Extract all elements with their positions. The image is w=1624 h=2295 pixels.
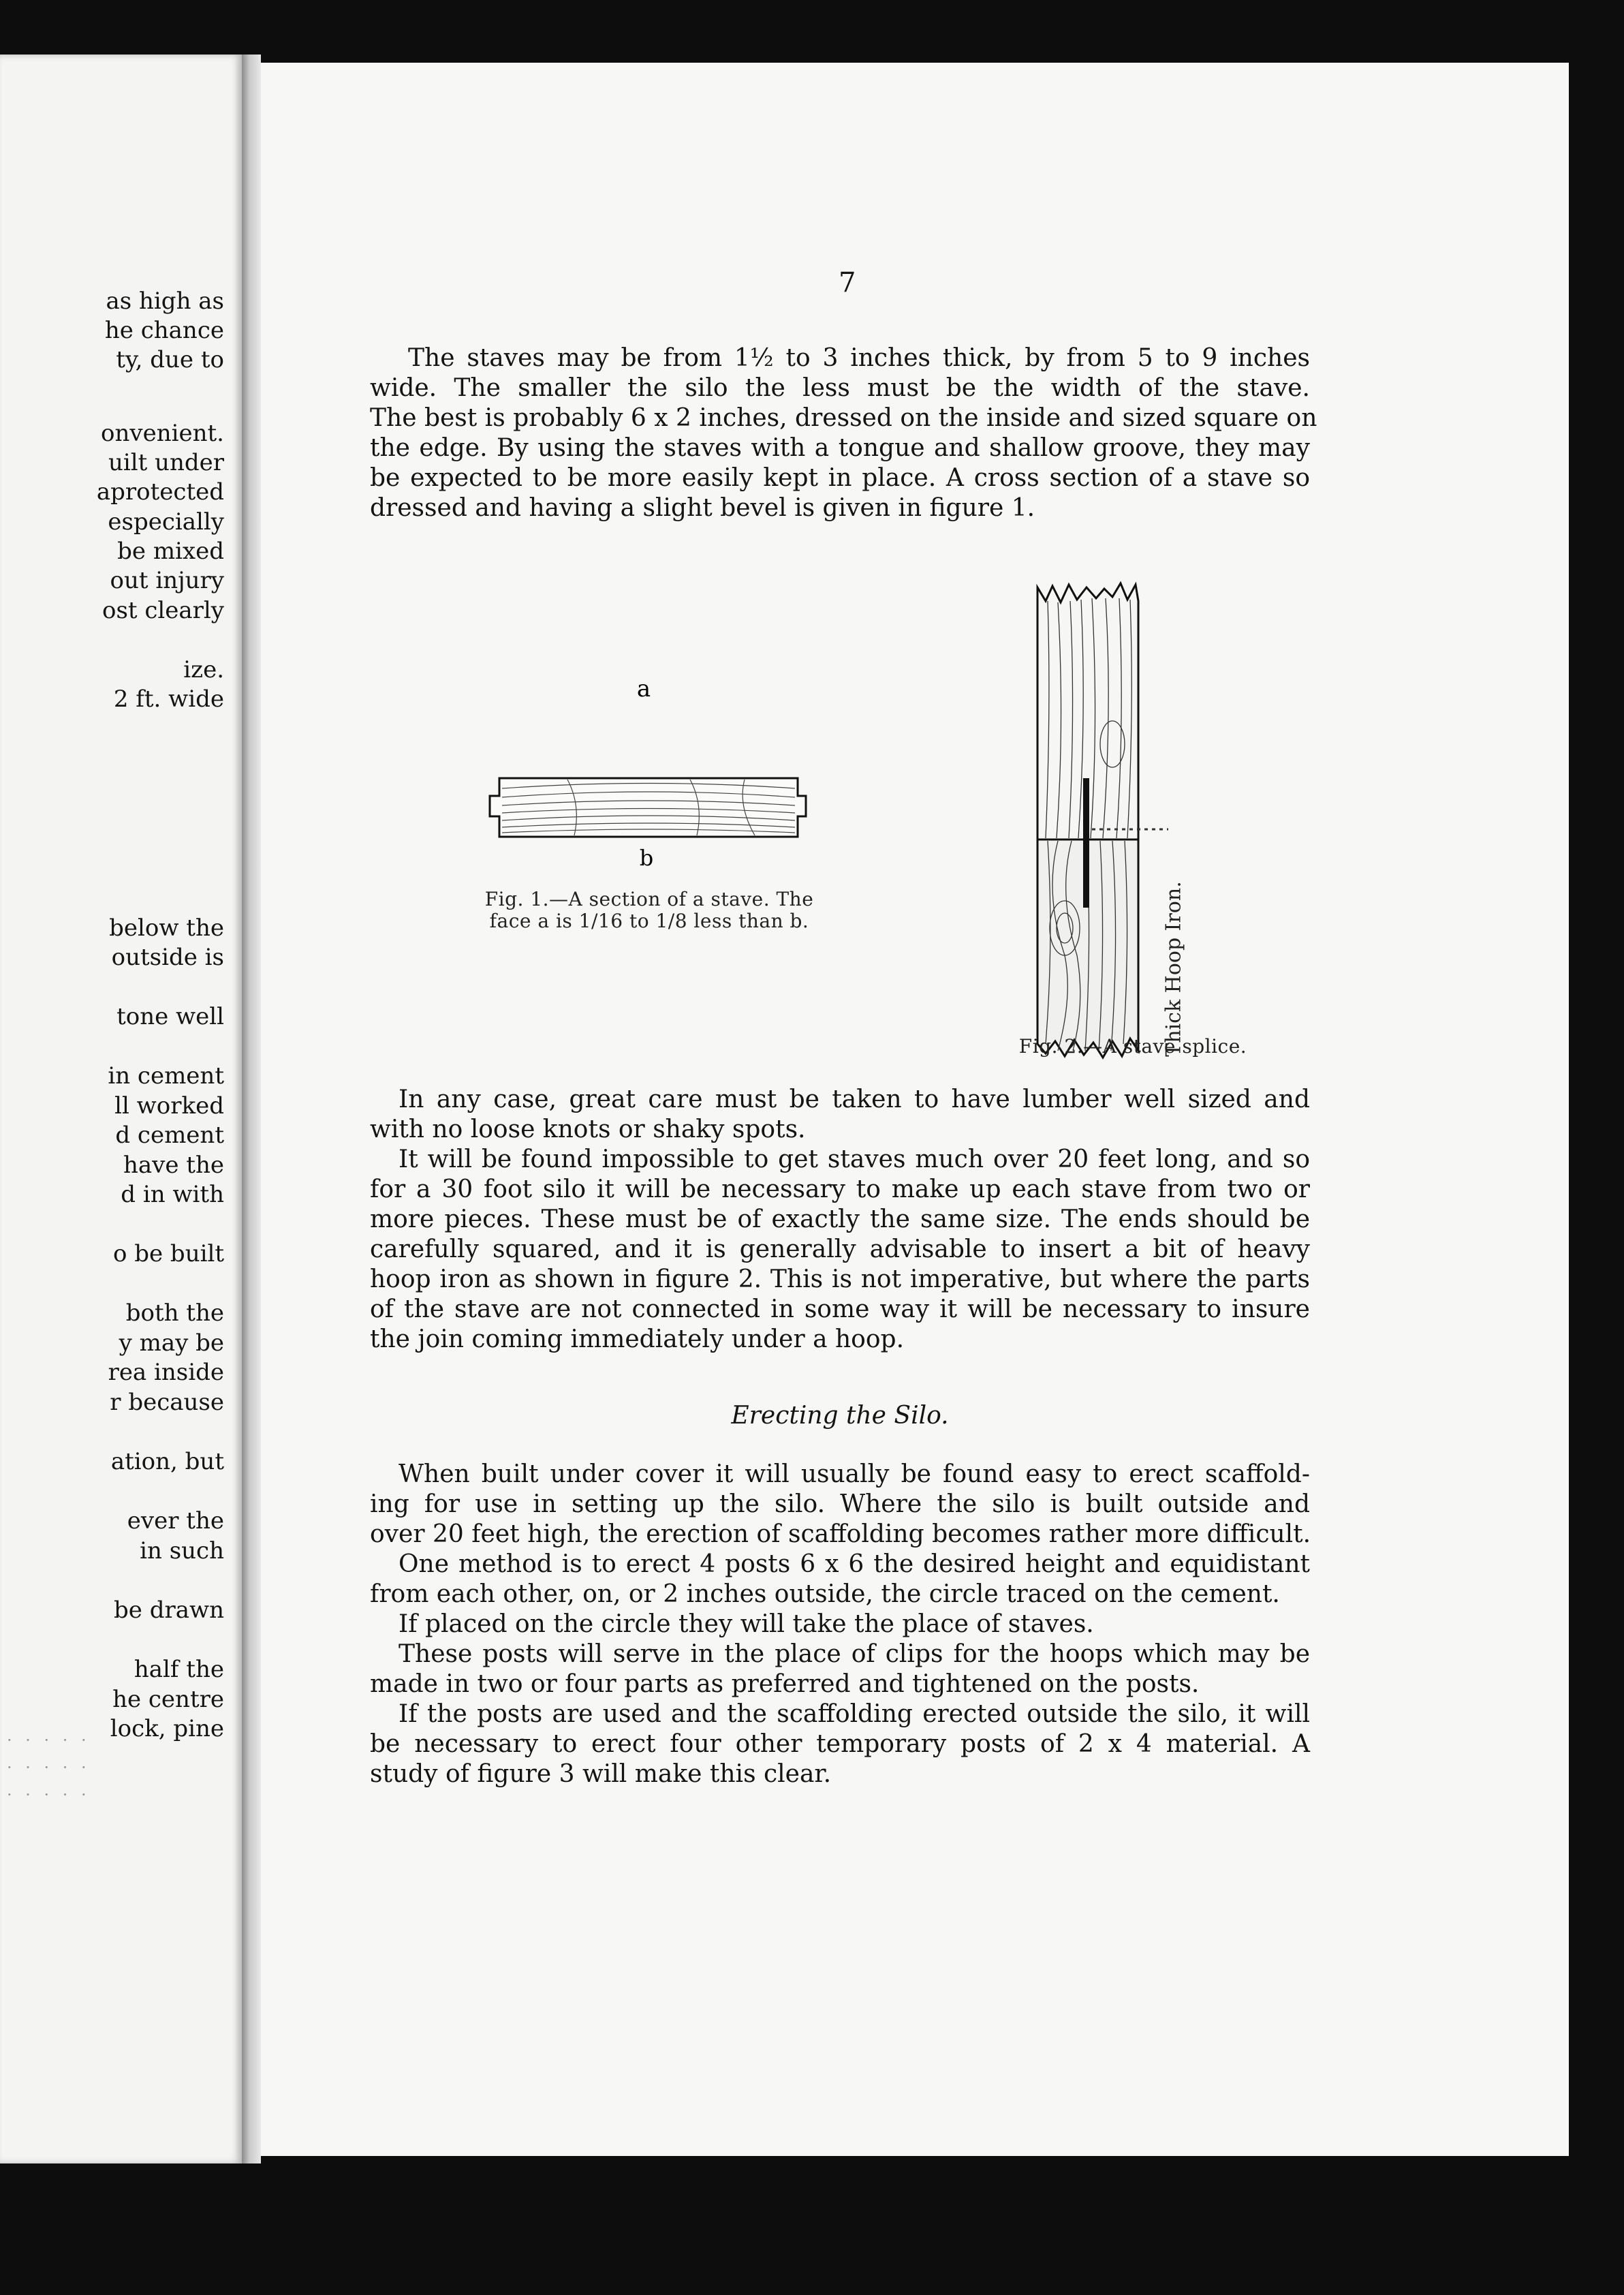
text-line: In any case, great care must be taken to have lumber well sized and — [399, 1085, 1310, 1113]
document-page — [261, 63, 1569, 2156]
label-a: a — [636, 676, 651, 703]
previous-page-edge — [0, 55, 242, 2163]
text-line: with no loose knots or shaky spots. — [370, 1115, 806, 1143]
left-page-line: d cement — [115, 1122, 224, 1149]
left-page-line: in cement — [108, 1062, 224, 1090]
text-line: These posts will serve in the place of clips for the hoops which may be — [399, 1640, 1310, 1668]
text-line: from each other, on, or 2 inches outside, the circle traced on the cement. — [370, 1580, 1280, 1608]
book-spine — [242, 55, 261, 2163]
paragraph-lumber — [370, 1085, 1310, 1145]
paragraph-posts — [370, 1550, 1310, 1609]
text-line: study of figure 3 will make this clear. — [370, 1760, 832, 1788]
text-line: be expected to be more easily kept in place. A cross section of a stave so — [370, 464, 1310, 492]
text-line: The staves may be from 1½ to 3 inches thick, by from 5 to 9 inches — [408, 344, 1310, 372]
left-page-line: as high as — [106, 288, 224, 315]
text-line: the join coming immediately under a hoop. — [370, 1325, 905, 1353]
text-line: If the posts are used and the scaffolding erected outside the silo, it will — [399, 1700, 1310, 1728]
faint-dots: · · · · · — [7, 1758, 91, 1777]
left-page-line: d in with — [121, 1181, 224, 1208]
faint-dots: · · · · · — [7, 1731, 91, 1750]
left-page-line: in such — [140, 1537, 224, 1565]
left-page-line: o be built — [112, 1240, 224, 1267]
left-page-line: out injury — [110, 567, 224, 594]
left-page-line: 2 ft. wide — [113, 686, 224, 713]
stave-outline — [490, 778, 806, 837]
left-page-line: both the — [125, 1299, 224, 1327]
left-page-line: ation, but — [110, 1448, 224, 1475]
hoop-iron-label-text: Thick Hoop Iron. — [1161, 881, 1186, 1057]
text-line: made in two or four parts as preferred and tightened on the posts. — [370, 1670, 1200, 1698]
text-line: carefully squared, and it is generally advisable to insert a bit of heavy — [370, 1235, 1310, 1263]
left-page-line: ever the — [127, 1507, 224, 1535]
caption-line: Fig. 1.—A section of a stave. The — [484, 888, 814, 910]
hoop-iron — [1083, 778, 1089, 908]
left-page-line: he chance — [104, 317, 224, 344]
left-page-line: ize. — [183, 656, 224, 683]
hoop-iron-label — [1160, 833, 1187, 1105]
label-b: b — [639, 845, 654, 871]
left-page-line: ll worked — [114, 1092, 224, 1120]
left-page-line: especially — [108, 508, 224, 536]
text-line: the edge. By using the staves with a tongue and shallow groove, they may — [370, 434, 1310, 462]
paragraph-splicing — [370, 1145, 1310, 1355]
text-line: dressed and having a slight bevel is given in figure 1. — [370, 494, 1035, 522]
left-page-line: lock, pine — [110, 1715, 224, 1742]
paragraph-circle — [370, 1609, 1310, 1639]
text-line: hoop iron as shown in figure 2. This is not imperative, but where the parts — [370, 1265, 1310, 1293]
left-page-line: have the — [123, 1152, 224, 1179]
left-page-line: half the — [134, 1656, 224, 1683]
left-page-line: r because — [110, 1389, 224, 1416]
text-line: It will be found impossible to get staves much over 20 feet long, and so — [399, 1145, 1310, 1173]
left-page-line: below the — [109, 914, 224, 942]
text-line: wide. The smaller the silo the less must be the width of the stave. — [370, 374, 1310, 402]
text-line: If placed on the circle they will take the place of staves. — [399, 1610, 1094, 1638]
text-line: The best is probably 6 x 2 inches, dressed on the inside and sized square on — [370, 404, 1317, 432]
left-page-line: uilt under — [108, 449, 224, 476]
left-page-line: be mixed — [117, 538, 224, 565]
section-heading: Erecting the Silo. — [731, 1402, 949, 1430]
left-page-line: onvenient. — [101, 420, 224, 447]
paragraph-staves — [370, 343, 1317, 523]
left-page-line: outside is — [111, 944, 224, 971]
paragraph-temporary-posts — [370, 1699, 1310, 1789]
text-line: over 20 feet high, the erection of scaffolding becomes rather more difficult. — [370, 1520, 1311, 1548]
left-page-line: aprotected — [96, 478, 224, 506]
text-line: more pieces. These must be of exactly the same size. The ends should be — [370, 1205, 1310, 1233]
left-page-line: ost clearly — [102, 597, 224, 624]
caption-line: face a is 1/16 to 1/8 less than b. — [489, 910, 809, 932]
figure-1-caption — [458, 889, 840, 932]
left-page-line: tone well — [116, 1003, 224, 1030]
text-line: When built under cover it will usually be found easy to erect scaffold- — [399, 1460, 1310, 1488]
text-line: ing for use in setting up the silo. Where the silo is built outside and — [370, 1490, 1310, 1518]
text-line: One method is to erect 4 posts 6 x 6 the desired height and equidistant — [399, 1550, 1310, 1578]
paragraph-clips — [370, 1639, 1310, 1699]
text-line: be necessary to erect four other temporary posts of 2 x 4 material. A — [370, 1730, 1310, 1758]
left-page-line: be drawn — [114, 1597, 224, 1624]
text-line: for a 30 foot silo it will be necessary to make up each stave from two or — [370, 1175, 1310, 1203]
page-number: 7 — [839, 267, 856, 298]
figure-2-caption: Fig. 2.—A stave splice. — [1018, 1035, 1247, 1058]
text-line: of the stave are not connected in some way it will be necessary to insure — [370, 1295, 1310, 1323]
left-page-line: ty, due to — [116, 346, 224, 373]
left-page-line: y may be — [119, 1329, 224, 1357]
paragraph-scaffolding — [370, 1460, 1310, 1550]
faint-dots: · · · · · — [7, 1785, 91, 1804]
left-page-line: he centre — [112, 1686, 224, 1713]
left-page-line: rea inside — [108, 1359, 224, 1386]
